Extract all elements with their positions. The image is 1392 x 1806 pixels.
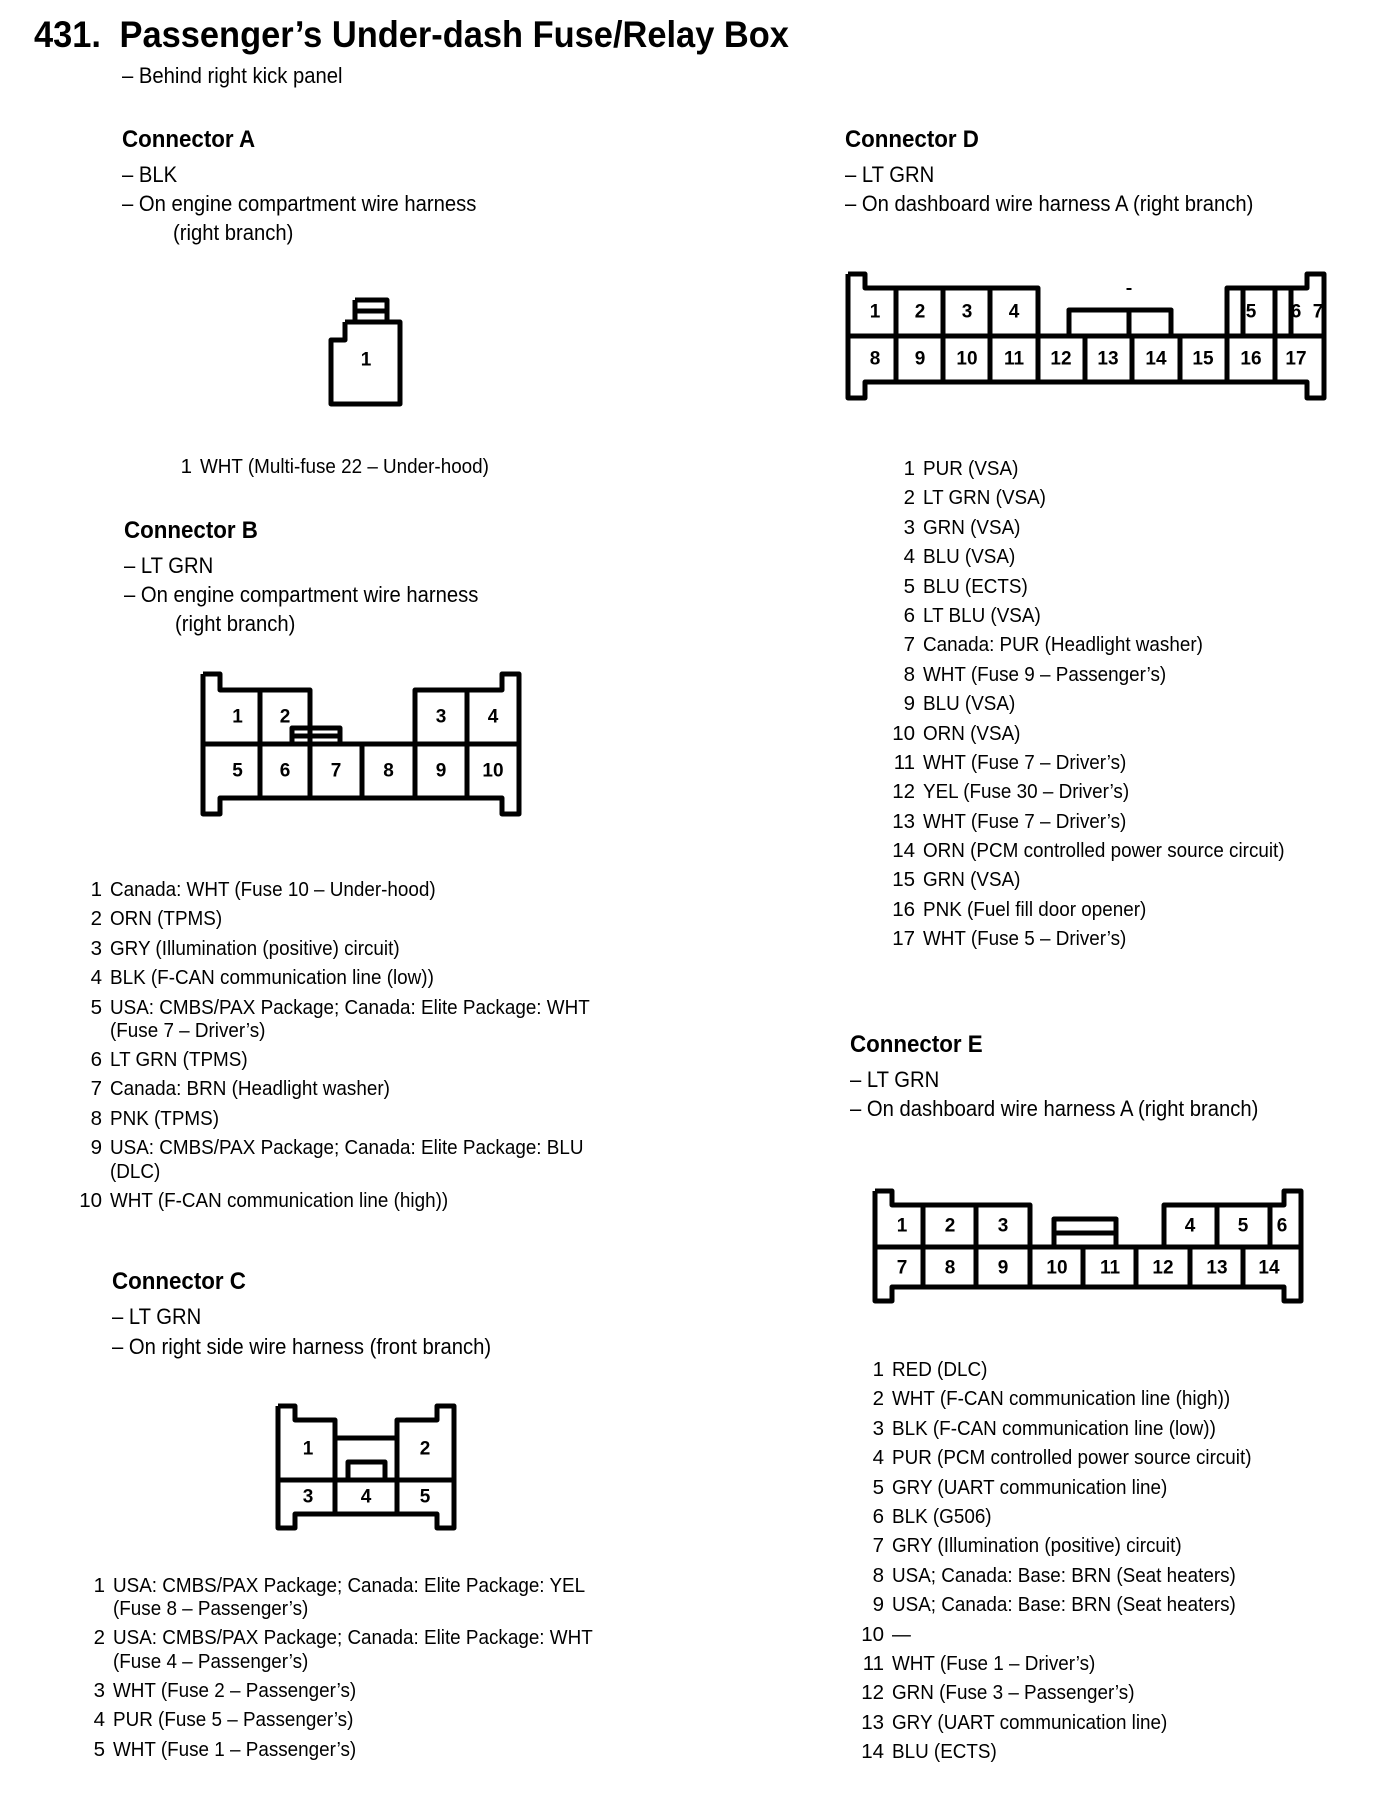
page-title bbox=[34, 14, 789, 56]
pin-label: 1 bbox=[232, 706, 243, 728]
pin-row bbox=[872, 1590, 1283, 1619]
pin-description: GRY (UART communication line) bbox=[892, 1475, 1168, 1499]
pin-row bbox=[90, 963, 631, 992]
pin-description: WHT (F-CAN communication line (high)) bbox=[892, 1387, 1231, 1411]
connector-d-harness: – On dashboard wire harness A (right branch) bbox=[845, 191, 1254, 216]
pin-number: 1 bbox=[93, 1574, 105, 1597]
pin-number: 10 bbox=[79, 1188, 102, 1212]
pin-description: ORN (PCM controlled power source circuit) bbox=[923, 839, 1285, 863]
pin-number: 2 bbox=[93, 1626, 105, 1650]
location-note: – Behind right kick panel bbox=[122, 63, 343, 88]
pin-row bbox=[93, 1676, 634, 1705]
pin-row bbox=[892, 836, 1316, 865]
connector-e-harness: – On dashboard wire harness A (right branch) bbox=[850, 1096, 1259, 1121]
pin-description: LT GRN (TPMS) bbox=[110, 1047, 248, 1071]
pin-number: 13 bbox=[892, 809, 915, 833]
pin-number: 6 bbox=[872, 1504, 884, 1528]
pin-row bbox=[892, 807, 1316, 836]
pin-number: 7 bbox=[872, 1534, 884, 1558]
pin-row bbox=[903, 542, 1316, 571]
pin-description: Canada: WHT (Fuse 10 – Under-hood) bbox=[110, 878, 436, 901]
pin-description: LT GRN (VSA) bbox=[923, 486, 1046, 510]
pin-number: 3 bbox=[872, 1416, 884, 1440]
pin-description: WHT (Fuse 1 – Passenger’s) bbox=[113, 1737, 357, 1761]
pin-row bbox=[861, 1678, 1283, 1707]
pin-label: 1 bbox=[302, 1438, 314, 1460]
pin-label: 7 bbox=[896, 1257, 908, 1279]
pin-number: 10 bbox=[892, 721, 915, 745]
pin-row bbox=[903, 483, 1316, 512]
pin-row bbox=[892, 719, 1316, 748]
pin-description: PNK (TPMS) bbox=[110, 1106, 219, 1130]
pin-description: GRN (VSA) bbox=[923, 515, 1021, 539]
pin-number: 7 bbox=[90, 1077, 102, 1101]
pin-number: 1 bbox=[180, 455, 192, 478]
latch-tab bbox=[1069, 310, 1171, 336]
pin-label: 2 bbox=[279, 706, 291, 728]
pin-label: 6 bbox=[1276, 1215, 1288, 1237]
pin-label: 2 bbox=[944, 1215, 956, 1237]
pin-number: 11 bbox=[862, 1651, 884, 1675]
pin-description: BLU (ECTS) bbox=[923, 574, 1028, 598]
pin-number: 1 bbox=[903, 457, 915, 480]
pin-description: USA: CMBS/PAX Package; Canada: Elite Package: YEL bbox=[113, 1574, 586, 1597]
pin-number: 17 bbox=[892, 927, 915, 951]
pin-description: USA: CMBS/PAX Package; Canada: Elite Package: WHT bbox=[110, 995, 590, 1019]
connector-e-heading: Connector E bbox=[850, 1031, 983, 1058]
pin-row bbox=[93, 1705, 634, 1734]
pin-description: USA: CMBS/PAX Package; Canada: Elite Package: WHT bbox=[113, 1626, 593, 1650]
connector-b-color: – LT GRN bbox=[124, 553, 214, 578]
pin-label: 7 bbox=[1312, 301, 1324, 323]
pin-number: 16 bbox=[892, 897, 915, 921]
pin-number: 4 bbox=[90, 966, 102, 990]
pin-row bbox=[872, 1443, 1283, 1472]
pin-number: 5 bbox=[93, 1737, 105, 1761]
pin-number: 14 bbox=[861, 1740, 884, 1764]
pin-row bbox=[892, 924, 1316, 953]
pin-row bbox=[892, 895, 1316, 924]
pin-number: 3 bbox=[93, 1678, 105, 1702]
pin-row bbox=[90, 875, 631, 904]
connector-b-harness-branch: (right branch) bbox=[175, 611, 296, 636]
pin-label: 15 bbox=[1192, 348, 1214, 370]
pin-description: PUR (VSA) bbox=[923, 457, 1019, 480]
pin-number: 4 bbox=[93, 1708, 105, 1732]
connector-a-harness-branch: (right branch) bbox=[173, 220, 294, 245]
pin-label: 5 bbox=[419, 1486, 431, 1508]
pin-number: 2 bbox=[903, 486, 915, 510]
gap-mask bbox=[1041, 290, 1224, 308]
pin-label: 4 bbox=[487, 706, 499, 728]
pin-label: 11 bbox=[1099, 1257, 1121, 1279]
pin-description: ORN (TPMS) bbox=[110, 907, 223, 931]
pin-label: 1 bbox=[896, 1215, 908, 1237]
pin-label: 14 bbox=[1145, 348, 1167, 370]
pin-description: WHT (Multi-fuse 22 – Under-hood) bbox=[200, 455, 489, 478]
pin-row bbox=[903, 630, 1316, 659]
pin-row bbox=[872, 1384, 1283, 1413]
pin-number: 4 bbox=[872, 1446, 884, 1470]
pin-description: GRY (Illumination (positive) circuit) bbox=[892, 1534, 1182, 1558]
pin-row bbox=[903, 660, 1316, 689]
pin-description: GRN (VSA) bbox=[923, 868, 1021, 892]
pin-description: Canada: BRN (Headlight washer) bbox=[110, 1077, 390, 1101]
pin-label: 7 bbox=[330, 760, 342, 782]
pin-row bbox=[893, 748, 1316, 777]
pin-description: WHT (Fuse 1 – Driver’s) bbox=[892, 1651, 1096, 1675]
pin-label: 8 bbox=[383, 760, 394, 782]
connector-a-pin-list bbox=[180, 452, 514, 481]
connector-c-diagram bbox=[275, 1402, 460, 1532]
pin-label: 5 bbox=[1237, 1215, 1249, 1237]
pin-description: BLK (F-CAN communication line (low)) bbox=[110, 966, 434, 990]
pin-description: GRY (UART communication line) bbox=[892, 1710, 1168, 1734]
pin-row bbox=[892, 865, 1316, 894]
pin-number: 6 bbox=[903, 603, 915, 627]
connector-d-color: – LT GRN bbox=[845, 162, 935, 187]
pin-label: 4 bbox=[360, 1486, 372, 1508]
pin-label: 6 bbox=[1290, 301, 1302, 323]
pin-number: 8 bbox=[872, 1563, 884, 1587]
pin-row bbox=[903, 689, 1316, 718]
pin-row bbox=[903, 513, 1316, 542]
pin-label: 11 bbox=[1003, 348, 1025, 370]
pin-label: 12 bbox=[1152, 1257, 1174, 1279]
pin-number: 8 bbox=[903, 662, 915, 686]
connector-e-pin-list bbox=[861, 1355, 1283, 1766]
pin-row bbox=[872, 1561, 1283, 1590]
pin-row bbox=[180, 452, 514, 481]
pin-label: 9 bbox=[914, 348, 926, 370]
pin-label: 10 bbox=[1046, 1257, 1068, 1279]
pin-label: 3 bbox=[961, 301, 973, 323]
pin-number: 12 bbox=[861, 1681, 884, 1705]
pin-row bbox=[90, 1133, 631, 1185]
pin-label: 8 bbox=[869, 348, 881, 370]
pin-label: 10 bbox=[956, 348, 978, 370]
connector-a-harness: – On engine compartment wire harness bbox=[122, 191, 477, 216]
pin-label: 14 bbox=[1258, 1257, 1280, 1279]
connector-c-pin-list bbox=[93, 1571, 634, 1764]
pin-label: 1 bbox=[360, 349, 372, 371]
pin-number: 6 bbox=[90, 1047, 102, 1071]
pin-label: 12 bbox=[1050, 348, 1072, 370]
pin-description: BLU (VSA) bbox=[923, 545, 1016, 569]
pin-number: 10 bbox=[861, 1622, 884, 1646]
pin-description: BLU (ECTS) bbox=[892, 1740, 997, 1764]
pin-row bbox=[90, 904, 631, 933]
pin-row bbox=[93, 1623, 634, 1675]
connector-c-color: – LT GRN bbox=[112, 1304, 202, 1329]
title-text: Passenger’s Under-dash Fuse/Relay Box bbox=[119, 14, 789, 55]
pin-description: GRN (Fuse 3 – Passenger’s) bbox=[892, 1681, 1135, 1705]
pin-number: 13 bbox=[861, 1710, 884, 1734]
pin-description: BLU (VSA) bbox=[923, 692, 1016, 716]
connector-a-color: – BLK bbox=[122, 162, 178, 187]
connector-a-heading: Connector A bbox=[122, 126, 256, 153]
pin-description-continued: (Fuse 7 – Driver’s) bbox=[110, 1018, 266, 1042]
pin-number: 12 bbox=[892, 780, 915, 804]
connector-d-heading: Connector D bbox=[845, 126, 979, 153]
gap-mask bbox=[1033, 1207, 1161, 1217]
pin-number: 3 bbox=[903, 515, 915, 539]
pin-row bbox=[862, 1649, 1283, 1678]
pin-label: 10 bbox=[482, 760, 504, 782]
pin-row bbox=[903, 601, 1316, 630]
pin-label: 6 bbox=[279, 760, 291, 782]
pin-label: 4 bbox=[1184, 1215, 1196, 1237]
pin-row bbox=[872, 1473, 1283, 1502]
pin-number: 1 bbox=[90, 878, 102, 901]
pin-number: 7 bbox=[903, 633, 915, 657]
pin-description: GRY (Illumination (positive) circuit) bbox=[110, 936, 400, 960]
pin-label: 13 bbox=[1097, 348, 1119, 370]
pin-row bbox=[90, 1104, 631, 1133]
pin-label: 5 bbox=[232, 760, 243, 782]
pin-row bbox=[872, 1355, 1283, 1384]
pin-number: 2 bbox=[872, 1387, 884, 1411]
connector-housing bbox=[278, 1406, 454, 1528]
latch-tab bbox=[348, 1462, 385, 1480]
pin-description: Canada: PUR (Headlight washer) bbox=[923, 633, 1203, 657]
pin-label: 3 bbox=[997, 1215, 1009, 1237]
pin-description: ORN (VSA) bbox=[923, 721, 1021, 745]
connector-b-heading: Connector B bbox=[124, 517, 258, 544]
pin-row bbox=[903, 572, 1316, 601]
pin-number: 8 bbox=[90, 1106, 102, 1130]
pin-description: RED (DLC) bbox=[892, 1358, 988, 1381]
pin-row bbox=[93, 1571, 634, 1623]
pin-label: 3 bbox=[435, 706, 447, 728]
pin-label: 13 bbox=[1206, 1257, 1228, 1279]
pin-row bbox=[872, 1531, 1283, 1560]
pin-description: PUR (Fuse 5 – Passenger’s) bbox=[113, 1708, 354, 1732]
pin-label: 4 bbox=[1008, 301, 1020, 323]
connector-b-pin-list bbox=[79, 875, 631, 1215]
pin-number: 9 bbox=[903, 692, 915, 716]
connector-b-harness: – On engine compartment wire harness bbox=[124, 582, 479, 607]
pin-label: 1 bbox=[869, 301, 881, 323]
pin-row bbox=[90, 993, 631, 1045]
pin-description: LT BLU (VSA) bbox=[923, 603, 1041, 627]
pin-number: 9 bbox=[90, 1136, 102, 1160]
pin-label: 8 bbox=[944, 1257, 956, 1279]
pin-description: PNK (Fuel fill door opener) bbox=[923, 897, 1147, 921]
pin-description: WHT (Fuse 7 – Driver’s) bbox=[923, 809, 1127, 833]
pin-description: PUR (PCM controlled power source circuit) bbox=[892, 1446, 1252, 1470]
connector-d-diagram bbox=[845, 270, 1330, 405]
pin-row bbox=[861, 1737, 1283, 1766]
pin-number: 4 bbox=[903, 545, 915, 569]
pin-number: 2 bbox=[90, 907, 102, 931]
pin-description: USA; Canada: Base: BRN (Seat heaters) bbox=[892, 1593, 1236, 1617]
connector-e-diagram bbox=[872, 1187, 1307, 1302]
connector-c-harness: – On right side wire harness (front branch) bbox=[112, 1334, 492, 1359]
pin-row bbox=[861, 1708, 1283, 1737]
pin-label: 17 bbox=[1285, 348, 1307, 370]
pin-number: 5 bbox=[872, 1475, 884, 1499]
pin-label: 5 bbox=[1245, 301, 1257, 323]
pin-row bbox=[892, 777, 1316, 806]
pin-description: WHT (Fuse 2 – Passenger’s) bbox=[113, 1678, 357, 1702]
pin-number: 5 bbox=[90, 995, 102, 1019]
pin-row bbox=[872, 1414, 1283, 1443]
pin-label: 16 bbox=[1240, 348, 1262, 370]
pin-number: 11 bbox=[893, 750, 915, 774]
pin-label: 3 bbox=[302, 1486, 314, 1508]
pin-row bbox=[90, 1074, 631, 1103]
pin-row bbox=[93, 1735, 634, 1764]
latch-tab bbox=[1069, 310, 1171, 336]
pin-label: 9 bbox=[435, 760, 447, 782]
pin-number: 5 bbox=[903, 574, 915, 598]
pin-number: 9 bbox=[872, 1593, 884, 1617]
connector-e-color: – LT GRN bbox=[850, 1067, 940, 1092]
pin-description-continued: (DLC) bbox=[110, 1159, 161, 1183]
pin-description: BLK (F-CAN communication line (low)) bbox=[892, 1416, 1216, 1440]
pin-row bbox=[90, 934, 631, 963]
pin-description-continued: (Fuse 4 – Passenger’s) bbox=[113, 1649, 309, 1673]
pin-description: WHT (F-CAN communication line (high)) bbox=[110, 1188, 449, 1212]
pin-row bbox=[872, 1502, 1283, 1531]
pin-description: USA: CMBS/PAX Package; Canada: Elite Package: BLU bbox=[110, 1136, 584, 1160]
pin-label: 9 bbox=[997, 1257, 1009, 1279]
connector-c-heading: Connector C bbox=[112, 1268, 246, 1295]
pin-description: YEL (Fuse 30 – Driver’s) bbox=[923, 780, 1130, 804]
pin-description-continued: (Fuse 8 – Passenger’s) bbox=[113, 1597, 309, 1621]
pin-description: WHT (Fuse 9 – Passenger’s) bbox=[923, 662, 1167, 686]
pin-number: 15 bbox=[892, 868, 915, 892]
pin-row bbox=[79, 1186, 631, 1215]
pin-number: 14 bbox=[892, 839, 915, 863]
pin-label: 2 bbox=[914, 301, 926, 323]
pin-description: WHT (Fuse 5 – Driver’s) bbox=[923, 927, 1127, 951]
connector-d-pin-list bbox=[892, 454, 1316, 954]
pin-number: 1 bbox=[872, 1358, 884, 1381]
pin-description: BLK (G506) bbox=[892, 1504, 992, 1528]
pin-description: USA; Canada: Base: BRN (Seat heaters) bbox=[892, 1563, 1236, 1587]
connector-b-diagram bbox=[200, 670, 525, 820]
pin-row bbox=[861, 1620, 1283, 1649]
pin-number: 3 bbox=[90, 936, 102, 960]
pin-description: WHT (Fuse 7 – Driver’s) bbox=[923, 750, 1127, 774]
connector-a-diagram bbox=[325, 294, 410, 409]
pin-row bbox=[903, 454, 1316, 483]
pin-description: — bbox=[892, 1622, 911, 1646]
pin-row bbox=[90, 1045, 631, 1074]
section-number: 431. bbox=[34, 14, 101, 55]
pin-label: 2 bbox=[419, 1438, 431, 1460]
